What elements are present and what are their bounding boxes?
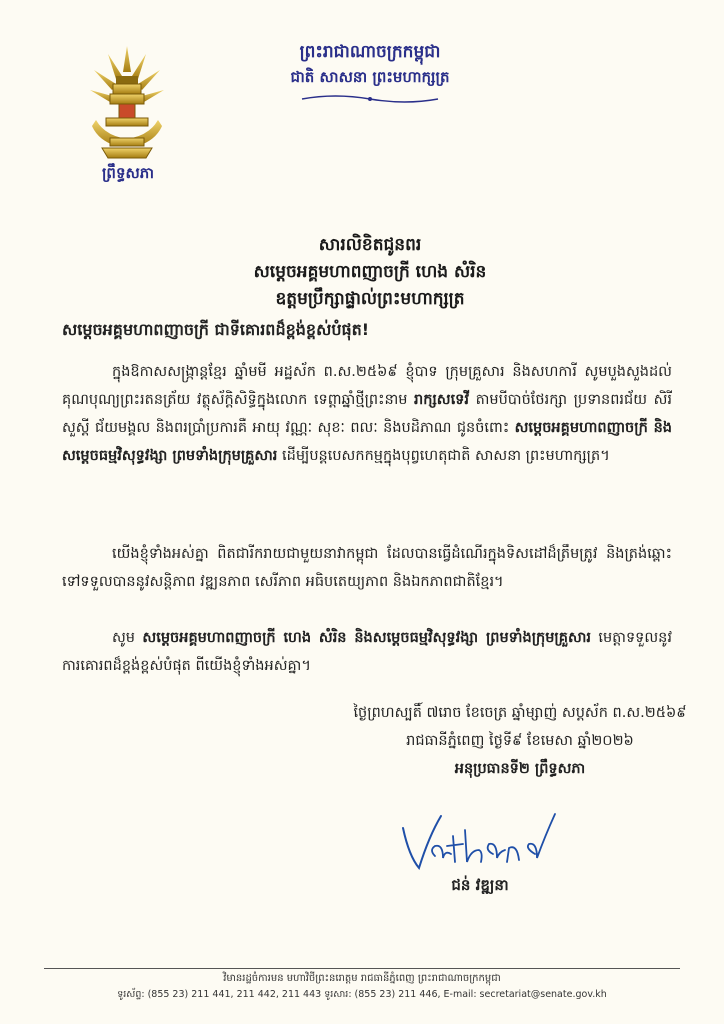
body-text: សូម [112,630,143,646]
footer-address: វិមានរដ្ឋចំការមន មហាវិថីព្រះនរោត្តម រាជធានីភ្នំពេញ ព្រះរាជាណាចក្រកម្ពុជា [223,973,501,984]
recipient-title: ឧត្តមប្រឹក្សាផ្ទាល់ព្រះមហាក្សត្រ [275,289,465,309]
recipient-mention: សម្តេចអគ្គមហាពញាចក្រី ហេង សំរិន និងសម្តេចធម្មវិសុទ្ធវង្សា ព្រមទាំងក្រុមគ្រួសារ [142,630,591,646]
senate-emblem-icon [86,42,168,162]
signer-name: ជន់ វឌ្ឍនា [451,876,509,894]
body-paragraph-1 [62,358,672,470]
footer-divider [44,968,680,969]
body-text: តាមបីបាច់ថែរក្សា ប្រទានពរជ័យ សិរីសួស្តី ជ័យមង្គល និងពរប្រាំប្រការគឺ អាយុ វណ្ណៈ សុខៈ ពលៈ និងបដិភាណ ជូនចំពោះ [62,392,672,436]
lunar-date: ថ្ងៃព្រហស្បតិ៍ ៧រោច ខែចេត្រ ឆ្នាំម្សាញ់ សប្តស័ក ព.ស.២៥៦៩ [353,705,687,721]
national-motto: ជាតិ សាសនា ព្រះមហាក្សត្រ [290,68,450,86]
handwritten-signature [395,806,565,876]
recipient-mention: សម្តេចអគ្គមហាពញាចក្រី និងសម្តេចធម្មវិសុទ្ធវង្សា ព្រមទាំងក្រុមគ្រួសារ [62,420,672,464]
recipient-name: សម្តេចអគ្គមហាពញាចក្រី ហេង សំរិន [253,262,487,282]
body-text: មេត្តាទទួលនូវការគោរពដ៏ខ្ពង់ខ្ពស់បំផុត ពីយើងខ្ញុំទាំងអស់គ្នា។ [62,630,672,674]
kingdom-heading: ព្រះរាជាណាចក្រកម្ពុជា [299,42,441,62]
body-paragraph-3 [62,624,672,680]
footer-contacts: ទូរស័ព្ទ: (855 23) 211 441, 211 442, 211 443 ទូរសារ: (855 23) 211 446, E-mail: secretariat@senate.gov.kh [117,989,607,1000]
body-text: ក្នុងឱកាសសង្ក្រាន្តខ្មែរ ឆ្នាំមមី អដ្ឋស័ក ព.ស.២៥៦៩ ខ្ញុំបាទ ក្រុមគ្រួសារ និងសហការី សូមបួងសួងដល់គុណបុណ្យព្រះរតនត្រ័យ វត្ថុស័ក្តិសិទ្ធិក្នុងលោក ទេព្តាឆ្នាំថ្មីព្រះនាម [62,364,672,408]
letter-title: សារលិខិតជូនពរ [318,235,422,255]
letter-title-block [160,232,580,313]
signer-position: អនុប្រធានទី២ ព្រឹទ្ធសភា [454,761,586,777]
salutation: សម្តេចអគ្គមហាពញាចក្រី ជាទីគោរពដ៏ខ្ពង់ខ្ពស់បំផុត! [62,320,370,339]
place-date: រាជធានីភ្នំពេញ ថ្ងៃទី៩ ខែមេសា ឆ្នាំ២០២៦ [406,733,634,749]
body-text: ដើម្បីបន្តបេសកកម្មក្នុងបុព្វហេតុជាតិ សាសនា ព្រះមហាក្សត្រ។ [277,448,610,464]
ornament-divider [300,94,440,104]
organization-name: ព្រឹទ្ធសភា [101,164,155,182]
body-paragraph-2: យើងខ្ញុំទាំងអស់គ្នា ពិតជារីករាយជាមួយនាវាកម្ពុជា ដែលបានធ្វើដំណើរក្នុងទិសដៅដ៏ត្រឹមត្រូវ និងត្រង់ឆ្ពោះទៅទទួលបាននូវសន្តិភាព វឌ្ឍនភាព សេរីភាព អធិបតេយ្យភាព និងឯកភាពជាតិខ្មែរ។ [62,546,672,590]
deity-name: រាក្សសទេវី [414,392,469,408]
